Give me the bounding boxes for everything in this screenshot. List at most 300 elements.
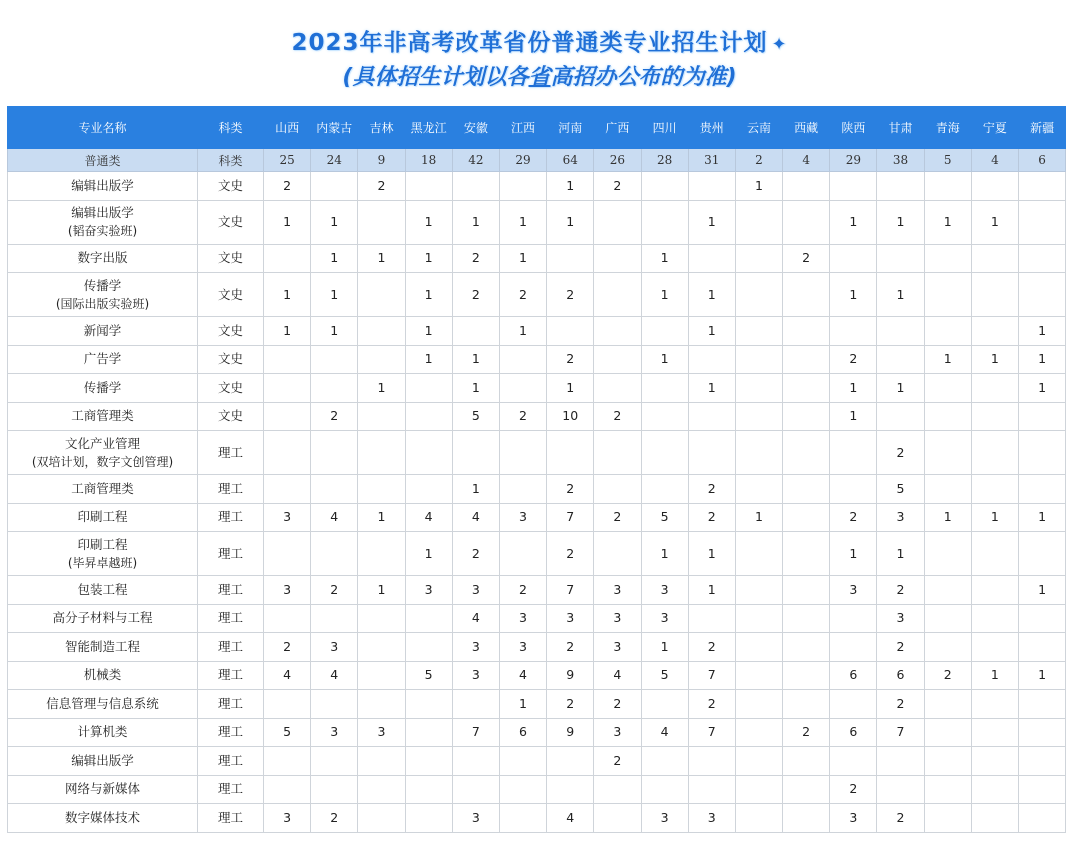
quota-cell: 6 bbox=[877, 661, 924, 690]
quota-cell: 1 bbox=[405, 273, 452, 317]
summary-total-cell: 9 bbox=[358, 149, 405, 172]
quota-cell: 1 bbox=[499, 244, 546, 273]
quota-cell bbox=[971, 718, 1018, 747]
quota-cell bbox=[735, 804, 782, 833]
quota-cell bbox=[499, 431, 546, 475]
quota-cell: 1 bbox=[358, 244, 405, 273]
quota-cell: 1 bbox=[499, 317, 546, 346]
summary-total-cell: 64 bbox=[547, 149, 594, 172]
quota-cell: 3 bbox=[499, 503, 546, 532]
quota-cell: 3 bbox=[452, 661, 499, 690]
category-cell: 理工 bbox=[198, 503, 264, 532]
column-header-province: 吉林 bbox=[358, 107, 405, 149]
quota-cell bbox=[594, 345, 641, 374]
quota-cell: 2 bbox=[688, 633, 735, 662]
quota-cell bbox=[830, 604, 877, 633]
quota-cell bbox=[358, 345, 405, 374]
quota-cell bbox=[877, 747, 924, 776]
summary-total-cell: 2 bbox=[735, 149, 782, 172]
quota-cell: 5 bbox=[641, 661, 688, 690]
table-row bbox=[8, 576, 1066, 605]
quota-cell bbox=[358, 804, 405, 833]
summary-label: 普通类 bbox=[8, 149, 198, 172]
quota-cell bbox=[358, 200, 405, 244]
major-name-cell bbox=[8, 431, 198, 475]
major-subtitle: (韬奋实验班) bbox=[67, 224, 138, 238]
column-header-province: 新疆 bbox=[1019, 107, 1066, 149]
table-row bbox=[8, 374, 1066, 403]
enrollment-plan-table bbox=[7, 106, 1066, 833]
quota-cell bbox=[783, 576, 830, 605]
quota-cell: 2 bbox=[877, 633, 924, 662]
quota-cell bbox=[264, 244, 311, 273]
quota-cell bbox=[877, 775, 924, 804]
quota-cell bbox=[594, 200, 641, 244]
quota-cell: 1 bbox=[877, 200, 924, 244]
quota-cell bbox=[783, 804, 830, 833]
quota-cell bbox=[499, 532, 546, 576]
quota-cell bbox=[877, 172, 924, 201]
quota-cell: 1 bbox=[1019, 661, 1066, 690]
quota-cell: 3 bbox=[594, 718, 641, 747]
quota-cell bbox=[971, 775, 1018, 804]
quota-cell: 4 bbox=[452, 503, 499, 532]
quota-cell bbox=[358, 747, 405, 776]
quota-cell bbox=[311, 690, 358, 719]
quota-cell bbox=[405, 431, 452, 475]
quota-cell: 2 bbox=[358, 172, 405, 201]
quota-cell bbox=[594, 475, 641, 504]
page-title-text: 2023年非高考改革省份普通类专业招生计划 bbox=[291, 30, 768, 56]
page-subtitle bbox=[0, 60, 1079, 91]
table-row bbox=[8, 345, 1066, 374]
column-header-province: 江西 bbox=[499, 107, 546, 149]
quota-cell bbox=[594, 273, 641, 317]
quota-cell: 10 bbox=[547, 402, 594, 431]
quota-cell bbox=[264, 532, 311, 576]
major-name-cell bbox=[8, 317, 198, 346]
quota-cell bbox=[924, 244, 971, 273]
quota-cell: 4 bbox=[311, 503, 358, 532]
quota-cell: 1 bbox=[688, 532, 735, 576]
quota-cell: 1 bbox=[405, 200, 452, 244]
quota-cell bbox=[1019, 718, 1066, 747]
quota-cell: 1 bbox=[547, 374, 594, 403]
quota-cell bbox=[499, 775, 546, 804]
major-name-cell bbox=[8, 718, 198, 747]
quota-cell: 7 bbox=[877, 718, 924, 747]
major-subtitle: (双培计划，数字文创管理) bbox=[31, 454, 174, 469]
quota-cell bbox=[877, 317, 924, 346]
quota-cell: 1 bbox=[641, 532, 688, 576]
table-row bbox=[8, 431, 1066, 475]
quota-cell bbox=[735, 431, 782, 475]
quota-cell: 1 bbox=[452, 345, 499, 374]
major-name: 智能制造工程 bbox=[64, 638, 140, 654]
column-header-province: 四川 bbox=[641, 107, 688, 149]
quota-cell bbox=[547, 747, 594, 776]
column-header-province: 甘肃 bbox=[877, 107, 924, 149]
quota-cell: 2 bbox=[311, 804, 358, 833]
quota-cell bbox=[688, 402, 735, 431]
major-name: 信息管理与信息系统 bbox=[46, 695, 159, 711]
quota-cell bbox=[594, 775, 641, 804]
quota-cell: 3 bbox=[830, 576, 877, 605]
quota-cell bbox=[783, 747, 830, 776]
summary-total-cell: 4 bbox=[971, 149, 1018, 172]
quota-cell: 3 bbox=[877, 503, 924, 532]
quota-cell bbox=[264, 345, 311, 374]
category-cell: 文史 bbox=[198, 244, 264, 273]
quota-cell bbox=[971, 604, 1018, 633]
quota-cell bbox=[264, 402, 311, 431]
table-row bbox=[8, 317, 1066, 346]
major-name: 计算机类 bbox=[77, 724, 128, 740]
category-cell: 理工 bbox=[198, 804, 264, 833]
major-name-cell bbox=[8, 633, 198, 662]
quota-cell: 4 bbox=[547, 804, 594, 833]
major-name-cell bbox=[8, 804, 198, 833]
quota-cell bbox=[735, 200, 782, 244]
quota-cell bbox=[735, 273, 782, 317]
quota-cell bbox=[405, 804, 452, 833]
category-cell: 理工 bbox=[198, 747, 264, 776]
quota-cell: 3 bbox=[688, 804, 735, 833]
quota-cell bbox=[735, 775, 782, 804]
quota-cell: 1 bbox=[547, 172, 594, 201]
quota-cell: 1 bbox=[830, 273, 877, 317]
table-row bbox=[8, 200, 1066, 244]
quota-cell: 1 bbox=[358, 503, 405, 532]
quota-cell bbox=[783, 273, 830, 317]
major-name-cell bbox=[8, 402, 198, 431]
quota-cell: 2 bbox=[452, 244, 499, 273]
quota-cell bbox=[358, 690, 405, 719]
quota-cell: 1 bbox=[264, 200, 311, 244]
major-name-cell bbox=[8, 374, 198, 403]
quota-cell: 1 bbox=[547, 200, 594, 244]
major-name-cell bbox=[8, 475, 198, 504]
quota-cell bbox=[641, 690, 688, 719]
quota-cell bbox=[971, 431, 1018, 475]
category-cell: 理工 bbox=[198, 661, 264, 690]
table-row bbox=[8, 475, 1066, 504]
quota-cell: 2 bbox=[499, 576, 546, 605]
quota-cell bbox=[971, 576, 1018, 605]
quota-cell: 1 bbox=[688, 200, 735, 244]
quota-cell bbox=[971, 475, 1018, 504]
table-row bbox=[8, 804, 1066, 833]
quota-cell: 3 bbox=[452, 576, 499, 605]
quota-cell: 3 bbox=[405, 576, 452, 605]
quota-cell bbox=[405, 775, 452, 804]
quota-cell bbox=[877, 402, 924, 431]
category-cell: 文史 bbox=[198, 317, 264, 346]
quota-cell: 5 bbox=[641, 503, 688, 532]
category-cell: 理工 bbox=[198, 775, 264, 804]
quota-cell bbox=[877, 345, 924, 374]
quota-cell bbox=[452, 172, 499, 201]
quota-cell bbox=[735, 690, 782, 719]
quota-cell: 1 bbox=[735, 172, 782, 201]
major-name: 包装工程 bbox=[77, 581, 128, 597]
major-name-cell bbox=[8, 200, 198, 244]
summary-total-cell: 6 bbox=[1019, 149, 1066, 172]
quota-cell bbox=[971, 804, 1018, 833]
table-row bbox=[8, 633, 1066, 662]
quota-cell: 2 bbox=[830, 775, 877, 804]
quota-cell bbox=[1019, 402, 1066, 431]
major-name: 高分子材料与工程 bbox=[52, 610, 153, 626]
quota-cell bbox=[735, 633, 782, 662]
quota-cell bbox=[358, 604, 405, 633]
quota-cell: 1 bbox=[499, 690, 546, 719]
quota-cell: 6 bbox=[830, 661, 877, 690]
quota-cell: 1 bbox=[1019, 503, 1066, 532]
table-row bbox=[8, 402, 1066, 431]
major-name: 网络与新媒体 bbox=[64, 781, 140, 797]
quota-cell bbox=[547, 431, 594, 475]
major-name-cell bbox=[8, 576, 198, 605]
quota-cell: 2 bbox=[594, 402, 641, 431]
category-cell: 理工 bbox=[198, 532, 264, 576]
quota-cell: 1 bbox=[641, 345, 688, 374]
quota-cell bbox=[311, 747, 358, 776]
quota-cell bbox=[971, 374, 1018, 403]
quota-cell bbox=[783, 431, 830, 475]
quota-cell: 1 bbox=[924, 503, 971, 532]
quota-cell bbox=[594, 244, 641, 273]
major-name-cell bbox=[8, 273, 198, 317]
quota-cell bbox=[924, 775, 971, 804]
quota-cell bbox=[783, 317, 830, 346]
quota-cell bbox=[924, 317, 971, 346]
quota-cell: 1 bbox=[971, 503, 1018, 532]
quota-cell: 1 bbox=[311, 244, 358, 273]
quota-cell bbox=[358, 775, 405, 804]
quota-cell: 3 bbox=[358, 718, 405, 747]
table-row bbox=[8, 690, 1066, 719]
quota-cell bbox=[688, 775, 735, 804]
quota-cell bbox=[924, 402, 971, 431]
quota-cell bbox=[1019, 172, 1066, 201]
quota-cell bbox=[971, 244, 1018, 273]
quota-cell bbox=[735, 402, 782, 431]
quota-cell bbox=[311, 345, 358, 374]
major-name: 新闻学 bbox=[83, 322, 122, 338]
quota-cell bbox=[783, 503, 830, 532]
quota-cell: 1 bbox=[971, 345, 1018, 374]
table-row bbox=[8, 172, 1066, 201]
quota-cell: 1 bbox=[358, 576, 405, 605]
quota-cell bbox=[735, 604, 782, 633]
quota-cell bbox=[830, 747, 877, 776]
quota-cell: 2 bbox=[499, 402, 546, 431]
quota-cell bbox=[547, 775, 594, 804]
quota-cell: 2 bbox=[264, 172, 311, 201]
quota-cell bbox=[452, 317, 499, 346]
quota-cell: 2 bbox=[877, 690, 924, 719]
quota-cell bbox=[405, 718, 452, 747]
quota-cell bbox=[735, 345, 782, 374]
quota-cell: 1 bbox=[452, 374, 499, 403]
column-header-province: 山西 bbox=[264, 107, 311, 149]
quota-cell bbox=[499, 172, 546, 201]
quota-cell: 2 bbox=[830, 503, 877, 532]
quota-cell: 2 bbox=[547, 475, 594, 504]
major-subtitle: (国际出版实验班) bbox=[55, 296, 150, 311]
quota-cell bbox=[924, 532, 971, 576]
column-header-province: 内蒙古 bbox=[311, 107, 358, 149]
major-name: 编辑出版学 bbox=[71, 205, 134, 220]
column-header-category: 科类 bbox=[198, 107, 264, 149]
quota-cell bbox=[1019, 475, 1066, 504]
category-cell: 理工 bbox=[198, 475, 264, 504]
quota-cell bbox=[641, 374, 688, 403]
quota-cell: 1 bbox=[311, 200, 358, 244]
quota-cell bbox=[547, 244, 594, 273]
quota-cell bbox=[830, 244, 877, 273]
quota-cell: 7 bbox=[547, 503, 594, 532]
quota-cell bbox=[924, 718, 971, 747]
table-row bbox=[8, 718, 1066, 747]
quota-cell bbox=[783, 374, 830, 403]
quota-cell: 7 bbox=[547, 576, 594, 605]
quota-cell bbox=[971, 747, 1018, 776]
quota-cell: 1 bbox=[688, 317, 735, 346]
quota-cell: 2 bbox=[547, 690, 594, 719]
quota-cell: 1 bbox=[405, 532, 452, 576]
quota-cell bbox=[830, 475, 877, 504]
summary-total-cell: 42 bbox=[452, 149, 499, 172]
quota-cell: 1 bbox=[735, 503, 782, 532]
quota-cell: 1 bbox=[311, 273, 358, 317]
quota-cell bbox=[311, 475, 358, 504]
table-row bbox=[8, 661, 1066, 690]
table-row bbox=[8, 244, 1066, 273]
major-name: 广告学 bbox=[83, 351, 122, 367]
quota-cell: 1 bbox=[452, 200, 499, 244]
column-header-province: 贵州 bbox=[688, 107, 735, 149]
quota-cell bbox=[264, 690, 311, 719]
quota-cell bbox=[499, 747, 546, 776]
quota-cell bbox=[971, 633, 1018, 662]
quota-cell: 1 bbox=[1019, 576, 1066, 605]
quota-cell: 3 bbox=[641, 576, 688, 605]
quota-cell bbox=[594, 804, 641, 833]
quota-cell bbox=[735, 374, 782, 403]
quota-cell bbox=[547, 317, 594, 346]
column-header-province: 广西 bbox=[594, 107, 641, 149]
quota-cell: 2 bbox=[783, 244, 830, 273]
summary-total-cell: 29 bbox=[499, 149, 546, 172]
quota-cell bbox=[358, 431, 405, 475]
sparkle-icon: ✦ bbox=[771, 34, 788, 55]
quota-cell: 1 bbox=[971, 200, 1018, 244]
major-name-cell bbox=[8, 532, 198, 576]
quota-cell bbox=[311, 374, 358, 403]
quota-cell bbox=[405, 604, 452, 633]
quota-cell bbox=[971, 402, 1018, 431]
major-name: 文化产业管理 bbox=[64, 435, 140, 451]
quota-cell bbox=[783, 402, 830, 431]
quota-cell bbox=[641, 402, 688, 431]
quota-cell bbox=[735, 718, 782, 747]
quota-cell bbox=[1019, 532, 1066, 576]
column-header-province: 黑龙江 bbox=[405, 107, 452, 149]
quota-cell bbox=[1019, 273, 1066, 317]
quota-cell bbox=[924, 690, 971, 719]
quota-cell bbox=[264, 431, 311, 475]
quota-cell: 1 bbox=[830, 532, 877, 576]
quota-cell: 5 bbox=[452, 402, 499, 431]
quota-cell: 6 bbox=[499, 718, 546, 747]
column-header-province: 云南 bbox=[735, 107, 782, 149]
major-name: 编辑出版学 bbox=[71, 752, 134, 768]
summary-total-cell: 24 bbox=[311, 149, 358, 172]
quota-cell bbox=[783, 172, 830, 201]
column-header-province: 宁夏 bbox=[971, 107, 1018, 149]
quota-cell: 3 bbox=[264, 804, 311, 833]
major-name: 数字媒体技术 bbox=[64, 809, 140, 825]
table-row bbox=[8, 532, 1066, 576]
quota-cell: 1 bbox=[924, 345, 971, 374]
quota-cell: 2 bbox=[547, 633, 594, 662]
major-name: 工商管理类 bbox=[71, 408, 134, 424]
column-header-major: 专业名称 bbox=[8, 107, 198, 149]
category-cell: 理工 bbox=[198, 431, 264, 475]
quota-cell: 3 bbox=[264, 503, 311, 532]
quota-cell bbox=[971, 317, 1018, 346]
summary-row bbox=[8, 149, 1066, 172]
quota-cell: 3 bbox=[311, 718, 358, 747]
quota-cell: 3 bbox=[641, 604, 688, 633]
quota-cell: 2 bbox=[877, 576, 924, 605]
quota-cell: 1 bbox=[405, 244, 452, 273]
quota-cell: 1 bbox=[641, 633, 688, 662]
quota-cell: 2 bbox=[547, 345, 594, 374]
quota-cell: 2 bbox=[499, 273, 546, 317]
quota-cell bbox=[783, 475, 830, 504]
quota-cell: 4 bbox=[499, 661, 546, 690]
quota-cell bbox=[1019, 604, 1066, 633]
quota-cell: 1 bbox=[1019, 317, 1066, 346]
quota-cell bbox=[783, 604, 830, 633]
quota-cell bbox=[971, 172, 1018, 201]
quota-cell bbox=[688, 604, 735, 633]
quota-cell: 4 bbox=[405, 503, 452, 532]
quota-cell bbox=[924, 604, 971, 633]
quota-cell: 1 bbox=[358, 374, 405, 403]
quota-cell bbox=[358, 273, 405, 317]
quota-cell bbox=[594, 374, 641, 403]
quota-cell: 5 bbox=[877, 475, 924, 504]
quota-cell bbox=[358, 317, 405, 346]
quota-cell bbox=[830, 431, 877, 475]
quota-cell: 1 bbox=[688, 273, 735, 317]
quota-cell: 1 bbox=[830, 402, 877, 431]
quota-cell: 2 bbox=[264, 633, 311, 662]
quota-cell: 1 bbox=[264, 317, 311, 346]
major-name-cell bbox=[8, 503, 198, 532]
summary-total-cell: 5 bbox=[924, 149, 971, 172]
quota-cell: 3 bbox=[877, 604, 924, 633]
category-cell: 理工 bbox=[198, 718, 264, 747]
quota-cell bbox=[499, 374, 546, 403]
quota-cell bbox=[499, 475, 546, 504]
quota-cell: 3 bbox=[499, 604, 546, 633]
quota-cell: 3 bbox=[311, 633, 358, 662]
